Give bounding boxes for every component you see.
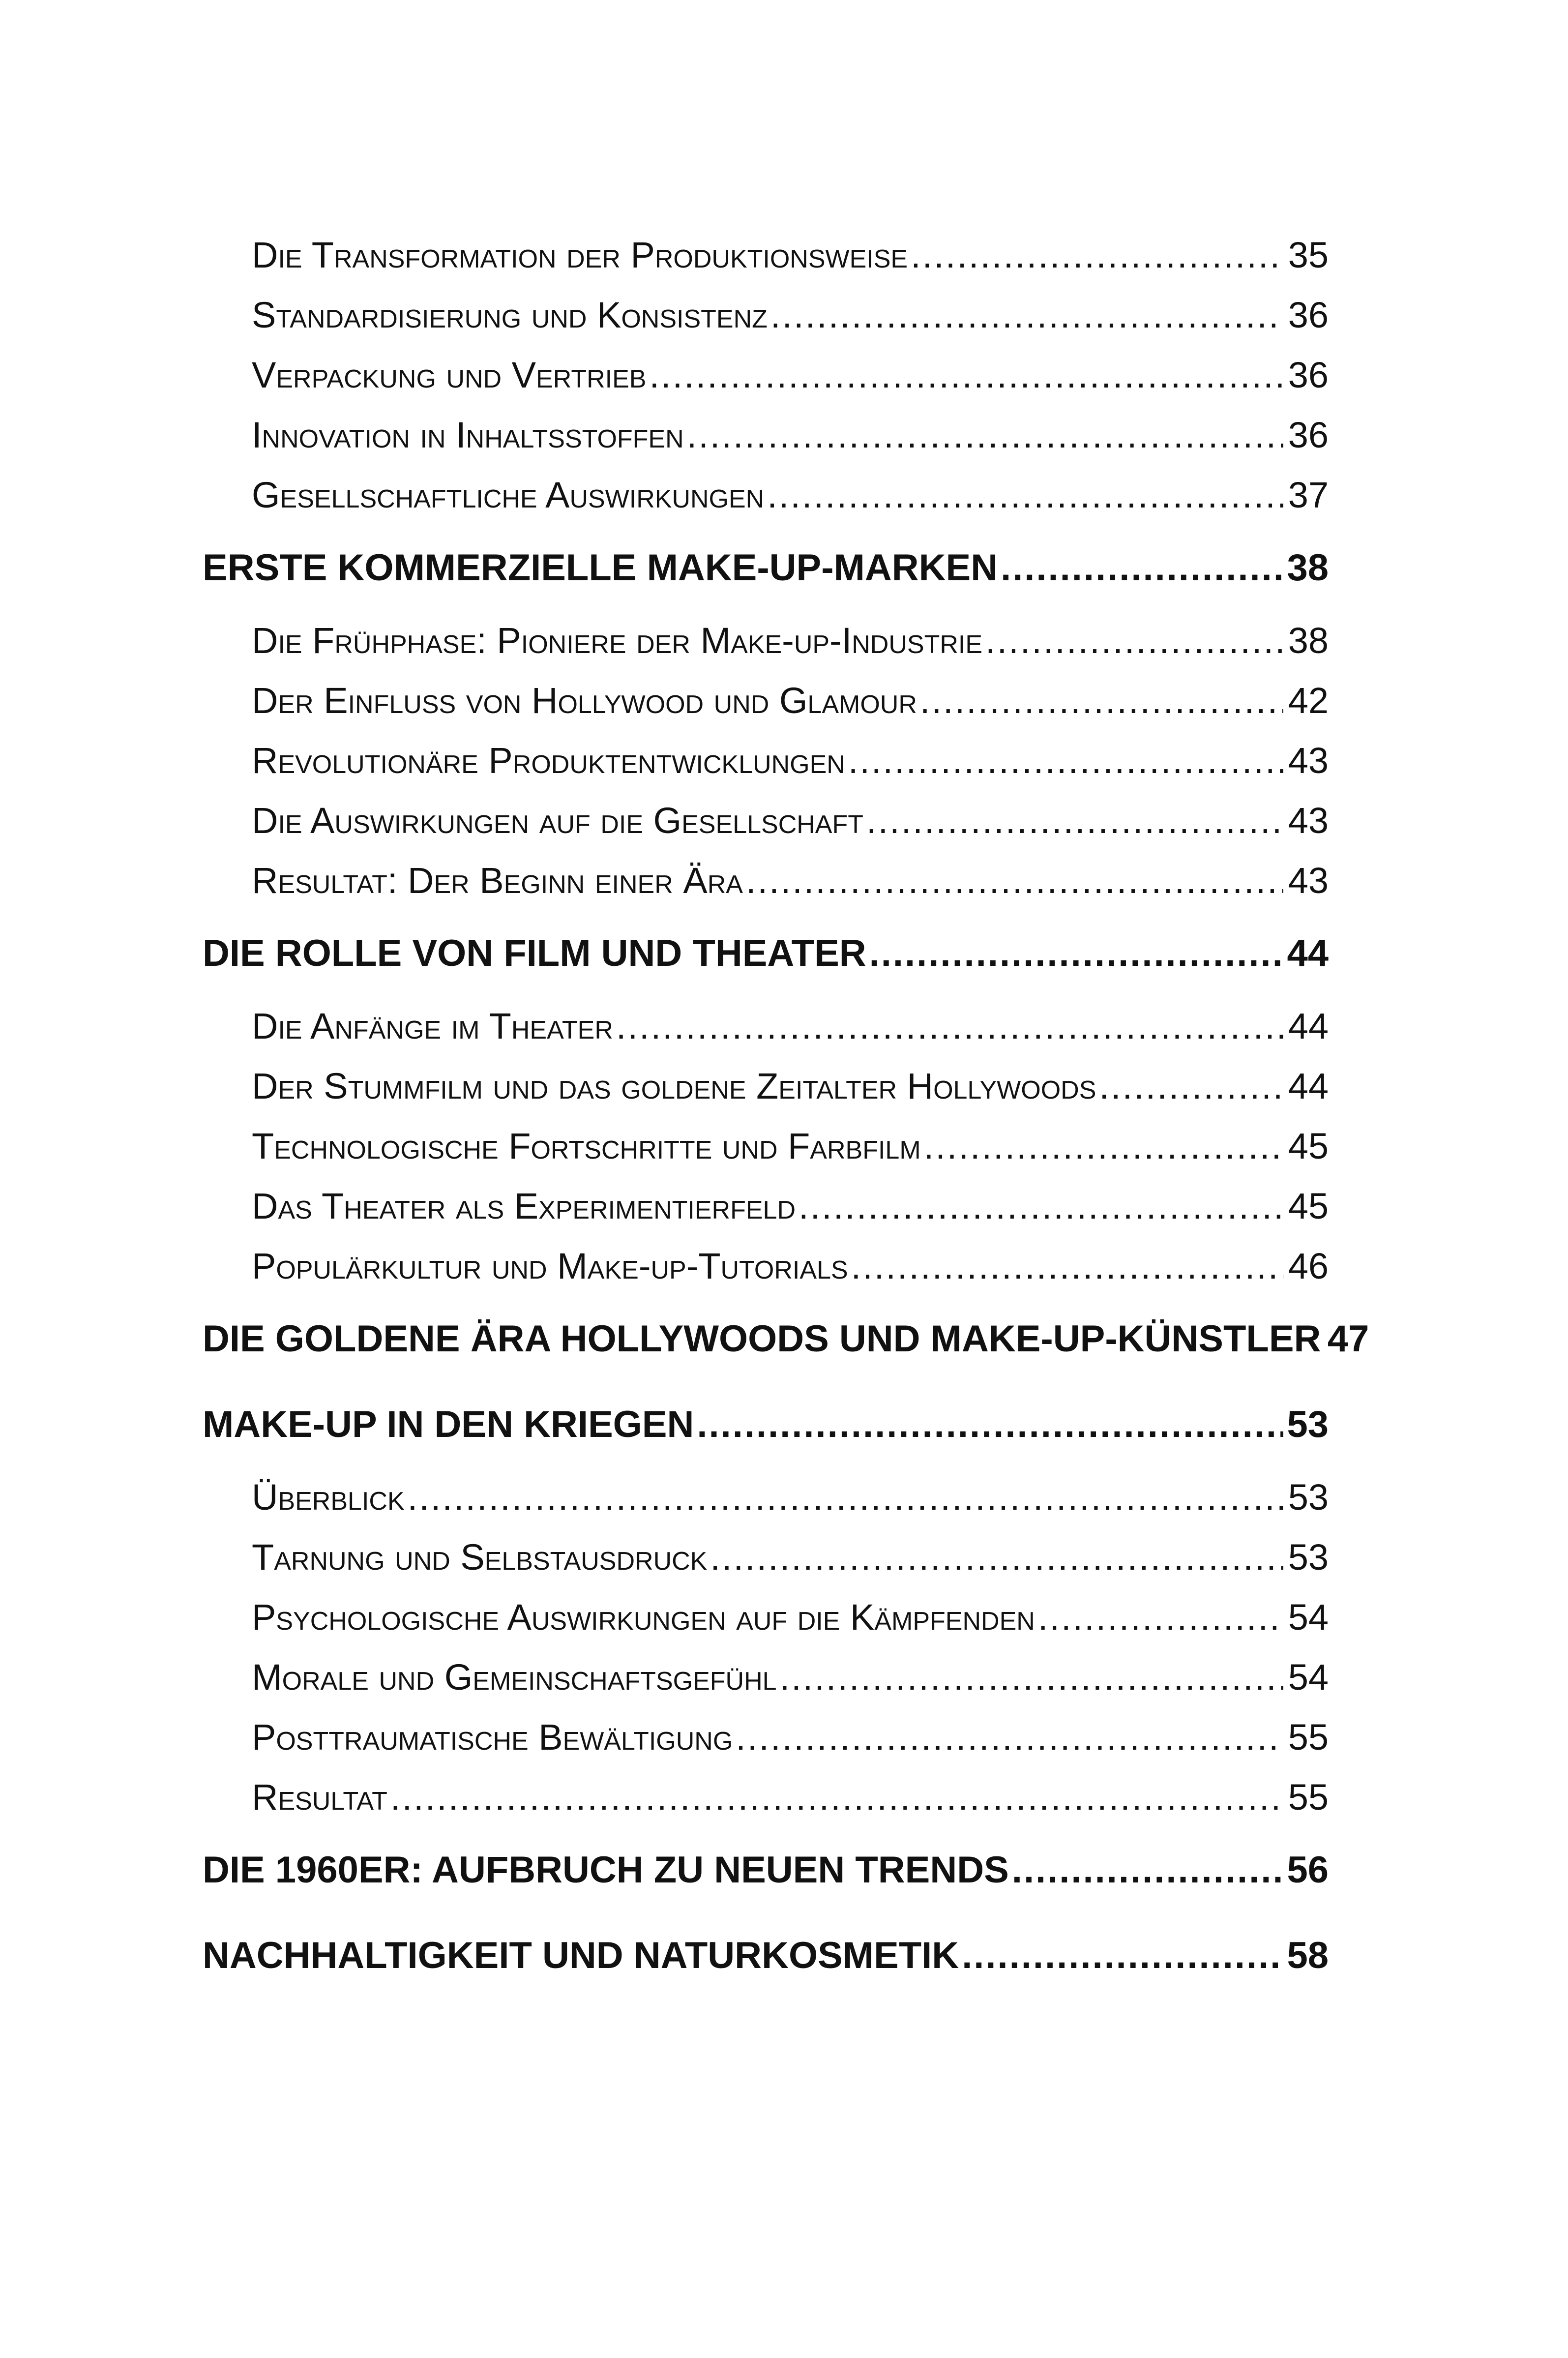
toc-entry[interactable]	[203, 1176, 1329, 1236]
toc-entry-page: 53	[1288, 1477, 1329, 1518]
toc-entry-title: Die Auswirkungen auf die Gesellschaft	[252, 800, 864, 841]
dot-leader	[770, 285, 1283, 345]
dot-leader	[924, 1116, 1283, 1176]
toc-chapter[interactable]	[203, 1827, 1329, 1913]
toc-entry-title: Populärkultur und Make-up-Tutorials	[252, 1246, 848, 1286]
toc-entry[interactable]	[203, 405, 1329, 465]
toc-entry-title: Revolutionäre Produktentwicklungen	[252, 740, 845, 781]
toc-chapter-page: 44	[1287, 932, 1329, 974]
dot-leader	[1038, 1587, 1283, 1647]
toc-entry-title: Gesellschaftliche Auswirkungen	[252, 475, 765, 515]
toc-entry-page: 44	[1288, 1006, 1329, 1046]
toc-entry-page: 43	[1288, 740, 1329, 781]
toc-chapter-page: 56	[1287, 1849, 1329, 1891]
toc-chapter-page: 58	[1287, 1935, 1329, 1976]
toc-entry-title: Resultat: Der Beginn einer Ära	[252, 860, 743, 901]
toc-entry[interactable]	[203, 611, 1329, 671]
toc-entry-title: Überblick	[252, 1477, 405, 1518]
toc-entry-title: Morale und Gemeinschaftsgefühl	[252, 1657, 777, 1698]
table-of-contents	[203, 225, 1369, 1999]
toc-entry-page: 35	[1288, 235, 1329, 275]
toc-chapter[interactable]	[203, 525, 1329, 611]
dot-leader	[851, 1236, 1283, 1296]
dot-leader	[920, 671, 1283, 731]
toc-entry-page: 46	[1288, 1246, 1329, 1286]
toc-entry-page: 54	[1288, 1597, 1329, 1638]
dot-leader	[799, 1176, 1283, 1236]
toc-entry-title: Der Einfluss von Hollywood und Glamour	[252, 680, 917, 721]
dot-leader	[649, 345, 1283, 405]
dot-leader	[780, 1647, 1283, 1707]
toc-entry[interactable]	[203, 345, 1329, 405]
dot-leader	[687, 405, 1283, 465]
toc-entry-title: Verpackung und Vertrieb	[252, 355, 647, 395]
toc-chapter-title: DIE ROLLE VON FILM UND THEATER	[203, 932, 866, 974]
toc-entry-page: 55	[1288, 1717, 1329, 1758]
toc-entry-page: 54	[1288, 1657, 1329, 1698]
toc-entry[interactable]	[203, 225, 1329, 285]
toc-entry[interactable]	[203, 851, 1329, 911]
toc-entry-page: 45	[1288, 1126, 1329, 1166]
dot-leader	[911, 225, 1283, 285]
toc-chapter-page: 47	[1327, 1318, 1369, 1360]
toc-chapter-title: MAKE-UP IN DEN KRIEGEN	[203, 1403, 694, 1445]
toc-entry[interactable]	[203, 731, 1329, 791]
toc-entry-page: 37	[1288, 475, 1329, 515]
toc-entry-page: 36	[1288, 415, 1329, 455]
dot-leader	[746, 851, 1283, 911]
toc-entry-title: Die Transformation der Produktionsweise	[252, 235, 908, 275]
dot-leader	[866, 791, 1283, 851]
dot-leader	[616, 996, 1283, 1056]
toc-entry[interactable]	[203, 465, 1329, 525]
toc-entry-page: 43	[1288, 800, 1329, 841]
toc-entry[interactable]	[203, 1767, 1329, 1827]
toc-entry-page: 45	[1288, 1186, 1329, 1226]
toc-chapter-page: 53	[1287, 1403, 1329, 1445]
toc-entry-page: 38	[1288, 620, 1329, 661]
toc-entry-title: Die Frühphase: Pioniere der Make-up-Industrie	[252, 620, 983, 661]
dot-leader	[985, 611, 1283, 671]
toc-chapter-title: ERSTE KOMMERZIELLE MAKE-UP-MARKEN	[203, 547, 998, 589]
dot-leader	[710, 1527, 1283, 1587]
toc-entry-title: Technologische Fortschritte und Farbfilm	[252, 1126, 921, 1166]
dot-leader	[736, 1707, 1283, 1767]
toc-chapter[interactable]	[203, 1382, 1329, 1467]
toc-entry-title: Das Theater als Experimentierfeld	[252, 1186, 796, 1226]
toc-entry-title: Posttraumatische Bewältigung	[252, 1717, 733, 1758]
toc-entry[interactable]	[203, 1587, 1329, 1647]
toc-entry-page: 36	[1288, 355, 1329, 395]
dot-leader	[1012, 1827, 1283, 1913]
toc-entry-title: Psychologische Auswirkungen auf die Kämpfenden	[252, 1597, 1035, 1638]
toc-entry[interactable]	[203, 791, 1329, 851]
toc-chapter-title: DIE 1960ER: AUFBRUCH ZU NEUEN TRENDS	[203, 1849, 1009, 1891]
toc-entry-title: Resultat	[252, 1777, 387, 1818]
toc-entry-title: Die Anfänge im Theater	[252, 1006, 613, 1046]
toc-entry-title: Tarnung und Selbstausdruck	[252, 1537, 708, 1578]
toc-entry[interactable]	[203, 1467, 1329, 1527]
toc-entry[interactable]	[203, 996, 1329, 1056]
toc-entry[interactable]	[203, 671, 1329, 731]
toc-entry[interactable]	[203, 1236, 1329, 1296]
toc-entry[interactable]	[203, 285, 1329, 345]
toc-entry[interactable]	[203, 1527, 1329, 1587]
toc-entry-page: 55	[1288, 1777, 1329, 1818]
toc-entry-title: Innovation in Inhaltsstoffen	[252, 415, 684, 455]
dot-leader	[1001, 525, 1283, 611]
toc-chapter[interactable]	[203, 911, 1329, 996]
toc-entry-page: 53	[1288, 1537, 1329, 1578]
toc-entry-page: 44	[1288, 1066, 1329, 1106]
toc-entry-page: 43	[1288, 860, 1329, 901]
toc-entry[interactable]	[203, 1056, 1329, 1116]
toc-chapter-page: 38	[1287, 547, 1329, 589]
toc-entry-title: Standardisierung und Konsistenz	[252, 295, 768, 335]
toc-entry[interactable]	[203, 1647, 1329, 1707]
dot-leader	[408, 1467, 1283, 1527]
toc-chapter[interactable]	[203, 1913, 1329, 1999]
toc-chapter[interactable]	[203, 1296, 1369, 1382]
dot-leader	[848, 731, 1283, 791]
dot-leader	[697, 1382, 1283, 1467]
dot-leader	[962, 1913, 1283, 1999]
dot-leader	[1099, 1056, 1283, 1116]
dot-leader	[390, 1767, 1283, 1827]
toc-entry-page: 36	[1288, 295, 1329, 335]
toc-entry[interactable]	[203, 1116, 1329, 1176]
toc-entry-page: 42	[1288, 680, 1329, 721]
dot-leader	[869, 911, 1283, 996]
toc-entry[interactable]	[203, 1707, 1329, 1767]
toc-chapter-title: NACHHALTIGKEIT UND NATURKOSMETIK	[203, 1935, 959, 1976]
toc-chapter-title: DIE GOLDENE ÄRA HOLLYWOODS UND MAKE-UP-KÜNSTLER	[203, 1318, 1321, 1360]
dot-leader	[767, 465, 1283, 525]
toc-entry-title: Der Stummfilm und das goldene Zeitalter Hollywoods	[252, 1066, 1096, 1106]
